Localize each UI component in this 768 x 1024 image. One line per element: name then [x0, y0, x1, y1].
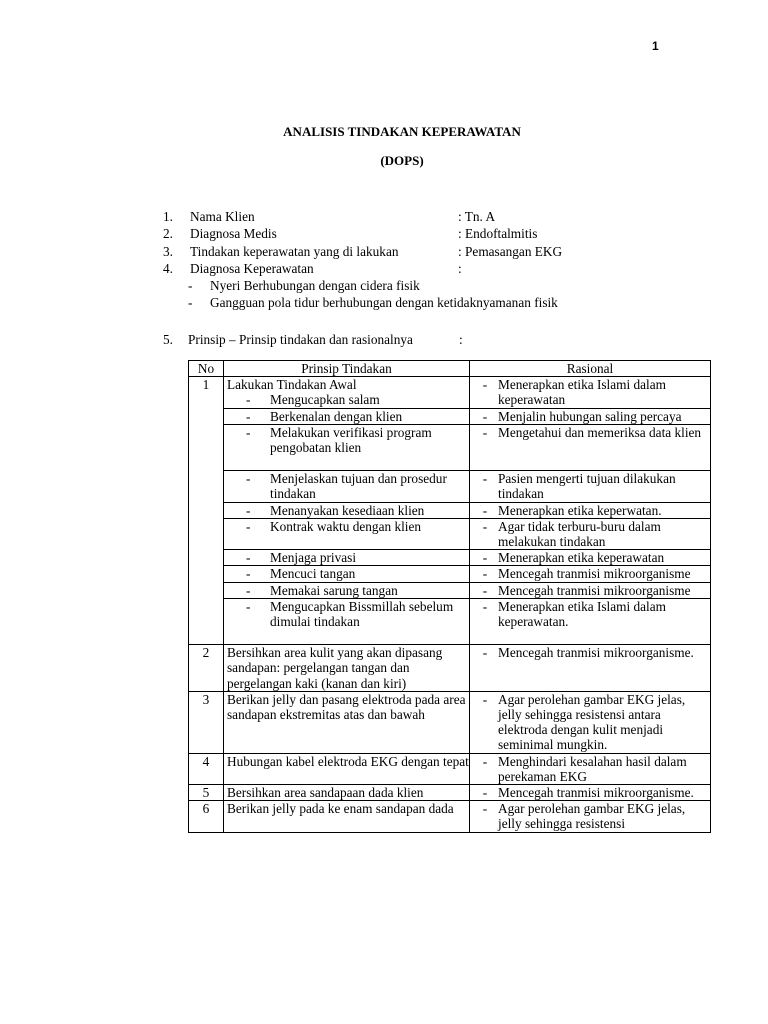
rationale-cell	[470, 645, 711, 692]
action-item: - Kontrak waktu dengan klien	[246, 518, 422, 534]
rationale-item: - Agar perolehan gambar EKG jelas, jelly sehingga resistensi	[482, 801, 686, 832]
rationale-item: - Mencegah tranmisi mikroorganisme	[482, 582, 691, 598]
principles-label: Prinsip – Prinsip tindakan dan rasionalnya	[188, 332, 413, 347]
info-label: Diagnosa Medis	[190, 226, 277, 242]
rationale-item: - Menerapkan etika keperwatan.	[482, 502, 662, 518]
rationale-cell	[470, 408, 711, 424]
rationale-item: - Agar perolehan gambar EKG jelas, jelly sehingga resistensi antara elektroda dengan kulit menjadi seminimal mungkin.	[482, 691, 686, 753]
rationale-item: - Menerapkan etika Islami dalam keperawatan	[482, 377, 666, 408]
table-row	[189, 424, 711, 470]
table-row	[189, 502, 711, 518]
action-item: - Menjaga privasi	[246, 550, 357, 566]
principles-number: 5.	[163, 332, 173, 347]
diagnosis-text: Gangguan pola tidur berhubungan dengan ketidaknyamanan fisik	[210, 295, 558, 311]
action-item: - Mencuci tangan	[246, 566, 356, 582]
bullet-dash: -	[188, 295, 193, 311]
rationale-cell	[470, 377, 711, 408]
header-action: Prinsip Tindakan	[224, 361, 470, 377]
page-number: 1	[652, 39, 659, 53]
row-number: 5	[189, 785, 224, 801]
action-item: - Menanyakan kesediaan klien	[246, 502, 425, 518]
table-row	[189, 785, 711, 801]
rationale-cell	[470, 691, 711, 753]
table-row	[189, 377, 711, 408]
diagnosis-text: Nyeri Berhubungan dengan cidera fisik	[210, 278, 420, 294]
action-cell	[224, 408, 470, 424]
rationale-item: - Pasien mengerti tujuan dilakukan tindakan	[482, 471, 676, 502]
rationale-cell	[470, 753, 711, 784]
bullet-dash: -	[188, 278, 193, 294]
rationale-item: - Menerapkan etika keperawatan	[482, 550, 665, 566]
rationale-cell	[470, 801, 711, 832]
action-cell	[224, 582, 470, 598]
action-cell: Bersihkan area sandapaan dada klien	[224, 785, 470, 801]
rationale-item: - Menjalin hubungan saling percaya	[482, 408, 682, 424]
action-cell	[224, 471, 470, 502]
info-number: 3.	[163, 243, 173, 259]
info-value: : Endoftalmitis	[458, 226, 538, 242]
table-row	[189, 598, 711, 644]
rationale-item: - Menerapkan etika Islami dalam keperawatan.	[482, 598, 666, 630]
action-cell: Berikan jelly pada ke enam sandapan dada	[224, 801, 470, 832]
info-number: 4.	[163, 260, 173, 276]
header-no: No	[189, 361, 224, 377]
action-cell	[224, 550, 470, 566]
action-item: - Berkenalan dengan klien	[246, 408, 403, 424]
action-cell: Hubungan kabel elektroda EKG dengan tepat	[224, 753, 470, 784]
table-row	[189, 645, 711, 692]
rationale-cell	[470, 518, 711, 549]
action-cell	[224, 424, 470, 470]
rationale-cell	[470, 566, 711, 582]
row-number: 2	[189, 645, 224, 692]
action-cell	[224, 377, 470, 408]
info-value: : Pemasangan EKG	[458, 243, 563, 259]
document-subtitle: (DOPS)	[380, 153, 424, 168]
header-rationale: Rasional	[470, 361, 711, 377]
action-item: - Mengucapkan Bissmillah sebelum dimulai tindakan	[246, 598, 454, 630]
table-row	[189, 566, 711, 582]
action-cell: Bersihkan area kulit yang akan dipasang sandapan: pergelangan tangan dan pergelangan kaki (kanan dan kiri)	[224, 645, 470, 692]
rationale-item: - Mengetahui dan memeriksa data klien	[482, 424, 702, 440]
rationale-item: - Mencegah tranmisi mikroorganisme	[482, 566, 691, 582]
rationale-cell	[470, 785, 711, 801]
row-number: 1	[189, 377, 224, 645]
row-number: 6	[189, 801, 224, 832]
info-value: :	[458, 260, 462, 276]
info-number: 1.	[163, 209, 173, 224]
action-item: - Menjelaskan tujuan dan prosedur tindakan	[246, 471, 447, 502]
table-row	[189, 471, 711, 502]
table-row	[189, 550, 711, 566]
action-cell: Berikan jelly dan pasang elektroda pada area sandapan ekstremitas atas dan bawah	[224, 691, 470, 753]
action-heading: Lakukan Tindakan Awal	[227, 377, 357, 393]
table-row	[189, 801, 711, 832]
table-header-row	[189, 361, 711, 377]
info-label: Diagnosa Keperawatan	[190, 260, 314, 276]
rationale-cell	[470, 471, 711, 502]
info-label: Tindakan keperawatan yang di lakukan	[190, 243, 399, 259]
action-item: - Memakai sarung tangan	[246, 582, 398, 598]
action-cell	[224, 502, 470, 518]
info-label: Nama Klien	[190, 209, 255, 224]
action-cell	[224, 598, 470, 644]
rationale-item: - Menghindari kesalahan hasil dalam perekaman EKG	[482, 753, 687, 784]
action-cell	[224, 566, 470, 582]
table-row	[189, 408, 711, 424]
table-row	[189, 691, 711, 753]
rationale-cell	[470, 550, 711, 566]
info-number: 2.	[163, 226, 173, 242]
action-item: - Melakukan verifikasi program pengobatan klien	[246, 424, 432, 456]
table-row	[189, 582, 711, 598]
rationale-item: - Mencegah tranmisi mikroorganisme.	[482, 785, 694, 801]
table-row	[189, 518, 711, 549]
action-cell	[224, 518, 470, 549]
rationale-cell	[470, 502, 711, 518]
principles-colon: :	[459, 332, 463, 347]
document-title: ANALISIS TINDAKAN KEPERAWATAN	[283, 124, 521, 139]
action-item: - Mengucapkan salam	[246, 392, 380, 408]
row-number: 4	[189, 753, 224, 784]
rationale-item: - Agar tidak terburu-buru dalam melakukan tindakan	[482, 518, 661, 550]
rationale-cell	[470, 598, 711, 644]
info-value: : Tn. A	[458, 209, 496, 224]
rationale-cell	[470, 424, 711, 470]
rationale-item: - Mencegah tranmisi mikroorganisme.	[482, 645, 694, 661]
table-row	[189, 753, 711, 784]
rationale-cell	[470, 582, 711, 598]
row-number: 3	[189, 691, 224, 753]
principles-table	[188, 360, 711, 833]
